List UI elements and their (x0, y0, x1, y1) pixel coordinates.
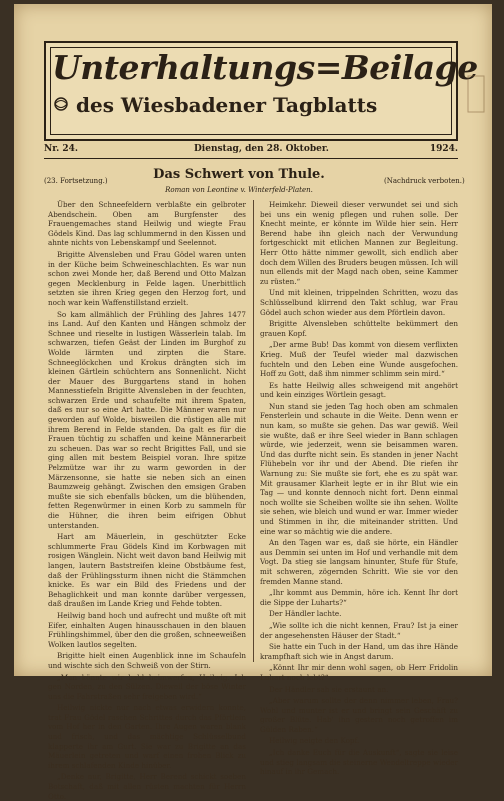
rights-note: (Nachdruck verboten.) (384, 177, 465, 185)
article-paragraph: „Ich danke Euch für die Auskunft“, sagte sie leise und stieg langsam die steinerne Wendeltreppe wieder hinauf in ihr Gemach. (260, 748, 458, 777)
article-paragraph: Sie hatte ein Tuch in der Hand, um das ihre Hände krampfhaft sich wie in Angst darum. (260, 642, 458, 661)
article-paragraph: Hart am Mäuerlein, in geschützter Ecke schlummerte Frau Gödels Kind im Korbwagen mit rosigen Wänglein. Nicht weit davon band Heilwig mit langen, lautern Baststreifen kleine Obstbäume fest, daß der Frühlingssturm ihnen nicht die Stämmchen knicke. Es war ein Bild des Friedens und der Behaglichkeit und man konnte darüber vergessen, daß draußen im Lande Krieg und Fehde tobten. (48, 532, 246, 609)
continuation-note: (23. Fortsetzung.) (44, 177, 108, 185)
issue-number: Nr. 24. (44, 144, 79, 154)
article-paragraph: Über den Schneefeldern verblaßte ein gelbroter Abendschein. Oben am Burgfenster des Frauengemaches stand Heilwig und wiegte Frau Gödels Kind. Das lag schlummernd in den Kissen und ahnte nichts von Lebenskampf und Seelennot. (48, 200, 246, 248)
article-paragraph: Heilwig nickte nur nach etwas erwidern konnte, trat Frau Gödel raschen Schrittes durch das Pförtlein vom Hof her in den Garten. Ihre Augen waren blank und frisch, und das mächtige Schlüsselbund klapperte ihr am Gurt. Sie war zu Brigitte an das Mäuerlein getreten und warf einen frohen Blick zu ihrem schlafenden Kinde hinüber. (48, 703, 246, 770)
article-paragraph: So kam allmählich der Frühling des Jahres 1477 ins Land. Auf den Kanten und Hängen schmolz der Schnee und rieselte in lustigen Wässerlein talab. Im schwarzen, tiefen Geäst der Linden im Burghof zu Wolde lärmten und zirpten die Stare. Schneeglöckchen und Krokus drängten sich im kleinen Gärtlein schüchtern ans Sonnenlicht. Nicht der Mauer des Burggartens stand in hohen Mannesstiefeln Brigitte Alvensleben in der feuchten, schwarzen Erde und schaufelte mit ihrem Spaten, daß es nur so eine Art hatte. Die Männer waren nur geworden auf Wolde, bisweilen die rüstigen alle mit ihrem Berend in Felde standen. Da galt es für die Frauen tüchtig zu schaffen und keine Männerarbeit zu scheuen. Das war so recht Brigittes Fall, und sie ging allen mit bestem Beispiel voran. Ihre spitze Pelzmütze war ihr zu warm geworden in der Märzensonne, sie hatte sie neben sich an einen Baumzweig gehängt. Zwischen den emsigen Graben mußte sie sich ebenfalls bücken, um die blühenden, fetten Regenwürmer in einen Korb zu sammeln für die Hühner, die ihren beim eifrigen Obhut unterstanden. (48, 309, 246, 530)
article-paragraph: Heilwig band hoch und aufrecht und mußte oft mit Eifer, einhalten Augen hinausschauen in den blauen Frühlingshimmel, über den die großen, schneeweißen Wolken lautlos segelten. (48, 610, 246, 649)
masthead-subtitle: des Wiesbadener Tagblatts (76, 93, 378, 117)
article-paragraph: Heimkehr. Dieweil dieser verwundet sei und sich bei uns ein wenig pflegen und ruhen solle. Der Knecht meinte, er könnte im Wilde hier sein. Herr Berend habe ihn gleich nach der Verwundung fortgeschickt mit etlichen Mannen zur Begleitung. Herr Otto hätte nimmer gewollt, sich endlich aber doch dem Willen des Bruders beugen müssen. Ich will nun ellends mit der Magd nach oben, seine Kammer zu rüsten.“ (260, 200, 458, 286)
masthead (44, 41, 478, 141)
article-author: Roman von Leontine v. Winterfeld-Platen. (165, 186, 313, 194)
article-paragraph: „Aber warum sollte der denn nimmer leben, Frau? Wohl und munter ist er und bringt sein Geschäft zu großer Blüte. Hab' ihn gestern noch getroffen im Gülden Raben.“ (260, 696, 458, 734)
article-paragraph: „Der arme Bub! Das kommt von diesem verflixten Krieg. Muß der Teufel wieder mal dazwischen fuchteln und den Leben eine Wunde ausgefochen. Hoff zu Gott, daß ihm nimmer schlimm sein mird.“ (260, 340, 458, 379)
article-title: Das Schwert von Thule. (153, 167, 325, 182)
right-column (260, 200, 458, 777)
article-paragraph: Der Händler lachte. (269, 609, 342, 619)
masthead-title: Unterhaltungs=Beilage (52, 48, 478, 87)
article-paragraph: „Denke nur, Brigitte, Herr Berend schickt soeben Botschaft, daß mit allen rüsten machten für Herrn Otto. (48, 772, 246, 801)
library-stamp-icon (466, 74, 486, 114)
left-column (48, 200, 246, 801)
article-paragraph: Brigitte Alvensleben und Frau Gödel waren unten in der Küche beim Schweineschlachten. Es war nun schon zwei Monde her, daß Berend und Otto Malzan gegen Mecklenburg in Felde lagen. Unerbittlich setzten sie ihren Krieg gegen den Herzog fort, und noch war kein Waffenstillstand erzielt. (48, 249, 246, 307)
newspaper-page (14, 4, 492, 801)
article-paragraph: „Man könnte wir bald heimwerfen, Heilwig. Ich gen Norden, zu den Sülzen. Dieweil der böse Winter uns die Fahrstraßen sehr freigeben wird.“ (48, 672, 246, 701)
issue-year: 1924. (429, 144, 458, 154)
article-paragraph: Es hatte Heilwig alles schweigend mit angehört und kein einziges Wörtlein gesagt. (260, 380, 458, 400)
article-paragraph: Der Händler sah sie erstaunt an. (269, 684, 389, 694)
article-paragraph: An den Tagen war es, daß sie hörte, ein Händler aus Demmin sei unten im Hof und verhandle mit dem Vogt. Da stieg sie langsam hinunter, Stufe für Stufe, mit schweren, zögernden Schritt. Wie sie vor den fremden Manne stand. (260, 538, 458, 586)
ornament-icon (52, 95, 70, 113)
article-paragraph: Nun stand sie jeden Tag hoch oben am schmalen Fensterlein und schaute in die Weite. Denn wenn er nun kam, so mußte sie gehen. Das war gewiß. Weil sie wußte, daß er ihre Seel wieder in Bann schlagen würde, wie jederzeit, wenn sie beisammen waren. Und das durfte nicht sein. Es standen in jener Nacht Flühebeln vor ihr und der Abend. Die riefen ihr Warnung zu: Sie mußte sie fort, ehe es zu spät war. Mit grausamer Klarheit legte er in ihr Blut wie ein Tag — und konnte dennoch nicht fort. Denn einmal noch wollte sie Scheiben wollte sie ihn sehen. Wollte sie sehen, wie bleich und wund er war. Immer wieder und Stimmen in ihr, die miteinander stritten. Und eine war so mächtig wie die andere. (260, 401, 458, 536)
article-paragraph: Und mit kleinen, trippelnden Schritten, wozu das Schlüsselbund klirrend den Takt schlug, war Frau Gödel auch schon wieder aus dem Pförtlein davon. (260, 288, 458, 317)
article-paragraph: Heilwig neigte den Kopf. (269, 736, 360, 746)
article-paragraph: „Könnt Ihr mir denn wohl sagen, ob Herr Fridolin Luhart noch lebt?“ (260, 663, 458, 682)
article-paragraph: Brigitte hielt einen Augenblick inne im Schaufeln und wischte sich den Schweiß von der Stirn. (48, 651, 246, 670)
article-paragraph: „Wie sollte ich die nicht kennen, Frau? Ist ja einer der angesehensten Häuser der Stadt.“ (260, 620, 458, 640)
issue-date: Dienstag, den 28. Oktober. (194, 144, 329, 154)
dateline (44, 142, 458, 159)
article-paragraph: „Ihr kommt aus Demmin, höre ich. Kennt Ihr dort die Sippe der Luharts?“ (260, 588, 458, 607)
article-paragraph: Brigitte Alvensleben schüttelte bekümmert den grauen Kopf. (260, 319, 458, 338)
column-divider (253, 200, 254, 662)
